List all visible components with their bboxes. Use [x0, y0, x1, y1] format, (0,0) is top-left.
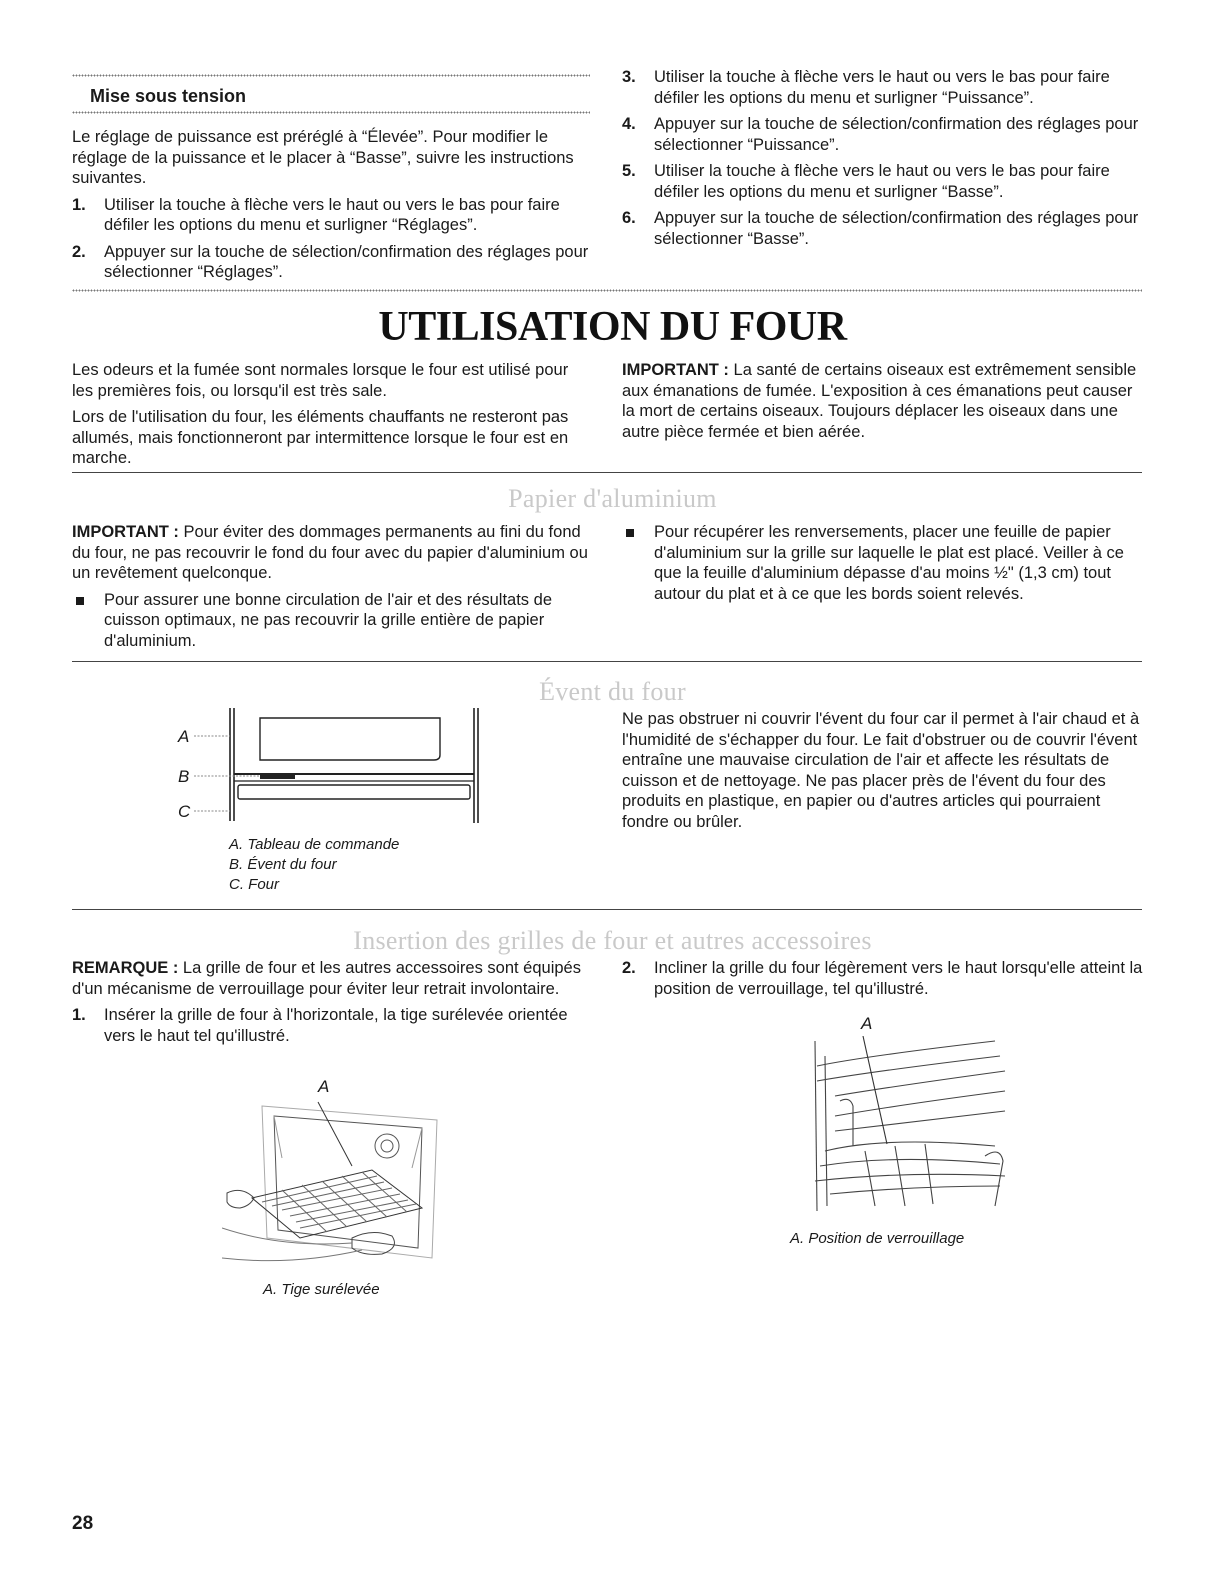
racks-note: REMARQUE : La grille de four et les autres accessoires sont équipés d'un mécanisme de verrouillage pour éviter leur retrait involontaire. [72, 959, 581, 998]
divider-foil [72, 472, 1142, 473]
vent-captions [229, 835, 399, 895]
vent-caption-a: A. Tableau de commande [229, 836, 400, 853]
divider-vent [72, 661, 1142, 662]
heading-underline [72, 111, 590, 114]
foil-important: IMPORTANT : Pour éviter des dommages permanents au fini du fond du four, ne pas recouvrir le fond du four avec du papier d'aluminium ou un revêtement quelconque. [72, 523, 588, 582]
page-title: UTILISATION DU FOUR [378, 304, 847, 350]
racks-right [622, 958, 1147, 1005]
top-rule-left [72, 74, 590, 77]
power-step-6: 6. Appuyer sur la touche de sélection/confirmation des réglages pour sélectionner “Basse”. [622, 209, 1139, 248]
rack-lock-illustration [805, 1036, 1010, 1216]
vent-label-a: A [178, 727, 190, 746]
vent-text: Ne pas obstruer ni couvrir l'évent du four car il permet à l'air chaud et à l'humidité de s'échapper du four. Le fait d'obstruer ou de couvrir l'évent entraîne une mauvaise circulation de l'air et affecte les résultats de cuisson et de nettoyage. Ne pas placer près de l'évent du four des produits en plastique, en papier ou d'autres articles qui pourraient fondre ou brûler. [622, 710, 1140, 831]
bullet-square-icon [626, 529, 634, 537]
foil-bullet-right: Pour récupérer les renversements, placer une feuille de papier d'aluminium sur la grille sur laquelle le plat est placé. Veiller à ce que la feuille d'aluminium dépasse d'au moins ½" (1,3 cm) tout autour du plat et à ce que les bords soient relevés. [622, 522, 1147, 604]
bird-warning: IMPORTANT : La santé de certains oiseaux est extrêmement sensible aux émanations de fumée. L'exposition à ces émanations peut causer la mort de certains oiseaux. Toujours déplacer les oiseaux dans une autre pièce fermée et bien aérée. [622, 361, 1137, 441]
foil-bullet-left: Pour assurer une bonne circulation de l'air et des résultats de cuisson optimaux, ne pas recouvrir la grille entière de papier d'aluminium. [72, 590, 590, 652]
power-step-4: 4. Appuyer sur la touche de sélection/confirmation des réglages pour sélectionner “Puissance”. [622, 115, 1139, 154]
power-step-5: 5. Utiliser la touche à flèche vers le haut ou vers le bas pour faire défiler les options du menu et surligner “Basse”. [622, 162, 1110, 201]
power-intro: Le réglage de puissance est préréglé à “Élevée”. Pour modifier le réglage de la puissance et le placer à “Basse”, suivre les instructions suivantes. [72, 128, 574, 187]
section-heading-foil: Papier d'aluminium [508, 484, 717, 513]
racks-step-1: 1. Insérer la grille de four à l'horizontale, la tige surélevée orientée vers le haut tel qu'illustré. [72, 1006, 568, 1045]
bullet-square-icon [76, 597, 84, 605]
racks-left [72, 958, 590, 1052]
top-section-rule [72, 289, 1142, 292]
vent-caption-c: C. Four [229, 876, 280, 893]
section-heading-vent: Évent du four [539, 677, 686, 706]
page-number: 28 [72, 1513, 94, 1534]
rack-fig2-label: A [861, 1014, 873, 1033]
oven-vent-diagram [170, 703, 500, 833]
vent-label-c: C [178, 802, 191, 821]
power-step-3: 3. Utiliser la touche à flèche vers le haut ou vers le bas pour faire défiler les options du menu et surligner “Puissance”. [622, 68, 1110, 107]
rack-fig1-caption: A. Tige surélevée [263, 1281, 380, 1298]
power-step-2: 2. Appuyer sur la touche de sélection/confirmation des réglages pour sélectionner “Réglages”. [72, 242, 589, 281]
divider-racks [72, 909, 1142, 910]
odor-paragraph: Les odeurs et la fumée sont normales lorsque le four est utilisé pour les premières fois, ou lorsqu'il est très sale. [72, 361, 569, 400]
section-heading-racks: Insertion des grilles de four et autres accessoires [353, 926, 872, 955]
rack-fig2-caption: A. Position de verrouillage [790, 1230, 965, 1247]
power-step-1: 1. Utiliser la touche à flèche vers le haut ou vers le bas pour faire défiler les options du menu et surligner “Réglages”. [72, 195, 560, 234]
vent-caption-b: B. Évent du four [229, 856, 337, 873]
racks-step-2: 2. Incliner la grille du four légèrement vers le haut lorsqu'elle atteint la position de verrouillage, tel qu'illustré. [622, 959, 1143, 998]
rack-fig1-label: A [318, 1077, 330, 1096]
oven-use-left [72, 360, 590, 475]
foil-left [72, 522, 590, 657]
section-heading-power: Mise sous tension [90, 86, 247, 106]
oven-use-right [622, 360, 1147, 448]
foil-right [622, 522, 1147, 610]
vent-label-b: B [178, 767, 190, 786]
rack-insertion-illustration [222, 1098, 452, 1273]
heating-paragraph: Lors de l'utilisation du four, les éléments chauffants ne resteront pas allumés, mais fonctionneront par intermittence lorsque le four est en marche. [72, 408, 569, 467]
power-right-column [622, 67, 1147, 255]
power-left-column [72, 127, 590, 289]
